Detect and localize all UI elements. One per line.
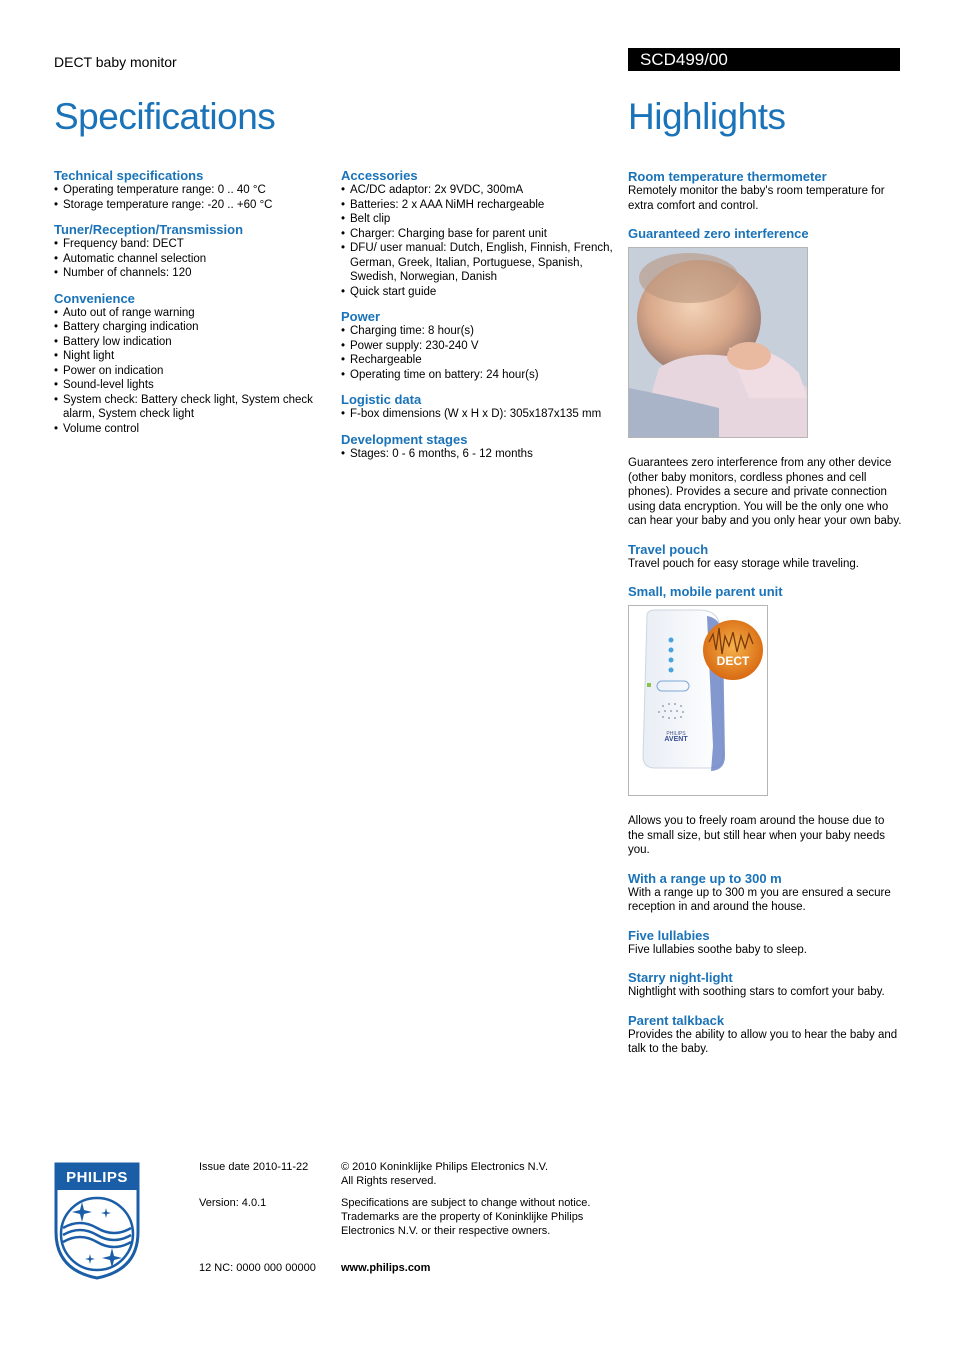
- highlight-title: Starry night-light: [628, 970, 733, 985]
- highlight-title: Room temperature thermometer: [628, 169, 827, 184]
- nc-number: 12 NC: 0000 000 00000: [199, 1262, 316, 1274]
- spec-item: • Power on indication: [54, 364, 326, 379]
- highlights-title: Highlights: [628, 96, 786, 137]
- spec-list: [54, 183, 326, 212]
- device-brand-small: PHILIPS: [666, 731, 686, 737]
- spec-item: • Belt clip: [341, 212, 617, 227]
- spec-item: • System check: Battery check light, System check alarm, System check light: [54, 393, 326, 422]
- spec-item: • Storage temperature range: -20 .. +60 °C: [54, 198, 326, 213]
- spec-section-title: Technical specifications: [54, 168, 204, 183]
- sleeping-baby-photo: [628, 247, 808, 438]
- spec-section-title: Development stages: [341, 431, 468, 447]
- spec-list: [341, 447, 617, 462]
- issue-date: Issue date 2010-11-22: [199, 1161, 309, 1173]
- spec-item: • Volume control: [54, 422, 326, 437]
- parent-unit-photo: [628, 605, 768, 796]
- version: Version: 4.0.1: [199, 1197, 267, 1209]
- spec-item: • Auto out of range warning: [54, 306, 326, 321]
- spec-item: • Automatic channel selection: [54, 252, 326, 267]
- copyright-line-1: © 2010 Koninklijke Philips Electronics N.V.: [341, 1161, 549, 1173]
- dect-badge: DECT: [716, 654, 750, 668]
- spec-item: • Frequency band: DECT: [54, 237, 326, 252]
- spec-item: • Charging time: 8 hour(s): [341, 324, 617, 339]
- spec-item: • Operating temperature range: 0 .. 40 °C: [54, 183, 326, 198]
- spec-item: • Operating time on battery: 24 hour(s): [341, 368, 617, 383]
- device-brand: AVENT: [664, 736, 688, 743]
- spec-item: • Power supply: 230-240 V: [341, 339, 617, 354]
- highlight-text: With a range up to 300 m you are ensured a secure reception in and around the house.: [628, 886, 891, 913]
- spec-item: • AC/DC adaptor: 2x 9VDC, 300mA: [341, 183, 617, 198]
- notice-line-2: Trademarks are the property of Koninklijke Philips: [341, 1211, 584, 1223]
- spec-item: • Charger: Charging base for parent unit: [341, 227, 617, 242]
- specifications-title: Specifications: [54, 96, 276, 137]
- highlight-text: Remotely monitor the baby's room temperature for extra comfort and control.: [628, 185, 885, 212]
- highlight-title: Travel pouch: [628, 541, 709, 557]
- spec-item: • Rechargeable: [341, 353, 617, 368]
- spec-section-title: Tuner/Reception/Transmission: [54, 222, 244, 237]
- highlights-column: [628, 170, 902, 1071]
- spec-item: • Quick start guide: [341, 285, 617, 300]
- product-type: DECT baby monitor: [54, 54, 177, 70]
- copyright-line-2: All Rights reserved.: [341, 1175, 437, 1187]
- highlight-text: Travel pouch for easy storage while traveling.: [628, 557, 859, 570]
- spec-item: • Number of channels: 120: [54, 266, 326, 281]
- highlight-text: Provides the ability to allow you to hear the baby and talk to the baby.: [628, 1028, 898, 1055]
- spec-list: [54, 237, 326, 281]
- notice-line-1: Specifications are subject to change without notice.: [341, 1197, 591, 1209]
- highlight-title: Guaranteed zero interference: [628, 226, 809, 241]
- highlight-text: Nightlight with soothing stars to comfort your baby.: [628, 986, 885, 998]
- spec-section-title: Accessories: [341, 168, 418, 183]
- highlight-title: Small, mobile parent unit: [628, 584, 783, 599]
- spec-list: [54, 306, 326, 437]
- specs-column-1: [54, 168, 326, 446]
- spec-section-title: Power: [341, 309, 381, 324]
- highlight-title: Five lullabies: [628, 927, 710, 943]
- spec-list: [341, 324, 617, 382]
- spec-list: [341, 407, 617, 422]
- specs-column-2: [341, 168, 617, 471]
- spec-section-title: Logistic data: [341, 392, 422, 407]
- spec-item: • Stages: 0 - 6 months, 6 - 12 months: [341, 447, 617, 462]
- website-link[interactable]: www.philips.com: [341, 1262, 431, 1274]
- logo-wordmark: PHILIPS: [66, 1169, 128, 1186]
- highlight-title: Parent talkback: [628, 1012, 725, 1028]
- spec-item: • F-box dimensions (W x H x D): 305x187x135 mm: [341, 407, 617, 422]
- spec-item: • Battery low indication: [54, 335, 326, 350]
- notice-line-3: Electronics N.V. or their respective owners.: [341, 1225, 551, 1237]
- spec-list: [341, 183, 617, 299]
- spec-item: • Battery charging indication: [54, 320, 326, 335]
- philips-shield-logo: [54, 1162, 140, 1280]
- spec-item: • Sound-level lights: [54, 378, 326, 393]
- highlight-text: Guarantees zero interference from any other device (other baby monitors, cordless phones and cell phones). Provides a secure and private connection using data encryption. You will be the only one who can hear your baby and you only hear your own baby.: [628, 457, 902, 527]
- highlight-text: Allows you to freely roam around the house due to the small size, but still hear when your baby needs you.: [628, 815, 885, 856]
- spec-item: • Batteries: 2 x AAA NiMH rechargeable: [341, 198, 617, 213]
- highlight-title: With a range up to 300 m: [628, 870, 782, 886]
- spec-item: • DFU/ user manual: Dutch, English, Finnish, French, German, Greek, Italian, Portuguese, Spanish, Swedish, Norwegian, Danish: [341, 241, 617, 285]
- spec-section-title: Convenience: [54, 290, 135, 306]
- model-number-bar: SCD499/00: [628, 48, 900, 71]
- highlight-text: Five lullabies soothe baby to sleep.: [628, 943, 807, 956]
- spec-item: • Night light: [54, 349, 326, 364]
